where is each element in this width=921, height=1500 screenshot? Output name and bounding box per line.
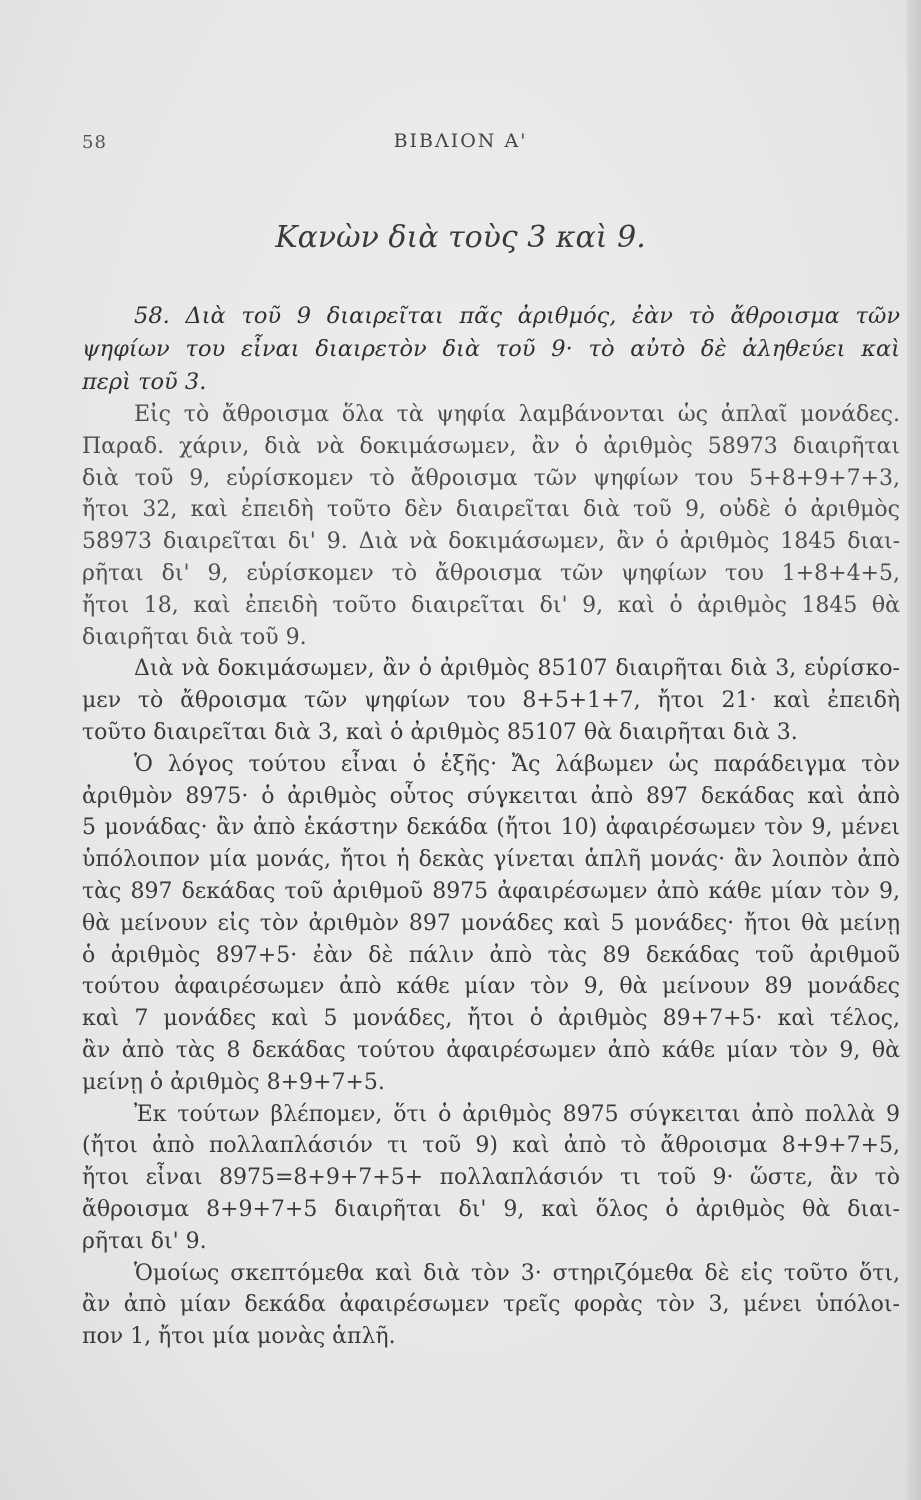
paragraph-line: (ἤτοι ἀπὸ πολλαπλάσιόν τι τοῦ 9) καὶ ἀπὸ τὸ ἄθροισμα 8+9+7+5, xyxy=(82,1133,900,1159)
paragraph-line: ἤτοι εἶναι 8975=8+9+7+5+ πολλαπλάσιόν τι τοῦ 9· ὥστε, ἂν τὸ xyxy=(82,1165,900,1191)
paragraph-line: Εἰς τὸ ἄθροισμα ὅλα τὰ ψηφία λαμβάνονται ὡς ἁπλαῖ μονάδες. xyxy=(134,402,900,427)
paragraph-line: ἄθροισμα 8+9+7+5 διαιρῆται δι' 9, καὶ ὅλος ὁ ἀριθμὸς θὰ διαι- xyxy=(82,1196,900,1222)
paragraph-line: ἂν ἀπὸ τὰς 8 δεκάδας τούτου ἀφαιρέσωμεν ἀπὸ κάθε μίαν τὸν 9, θὰ xyxy=(82,1037,900,1063)
running-head: ΒΙΒΛΙΟΝ Α' xyxy=(393,130,528,152)
paragraph-line: μείνῃ ὁ ἀριθμὸς 8+9+7+5. xyxy=(82,1069,385,1095)
paragraph-line: ρῆται δι' 9, εὑρίσκομεν τὸ ἄθροισμα τῶν ψηφίων του 1+8+4+5, xyxy=(82,560,900,586)
paragraph-line: Ἐκ τούτων βλέπομεν, ὅτι ὁ ἀριθμὸς 8975 σύγκειται ἀπὸ πολλὰ 9 xyxy=(134,1101,900,1127)
rule-line: περὶ τοῦ 3. xyxy=(82,369,207,395)
body-text xyxy=(82,300,900,1353)
paragraph-line: διὰ τοῦ 9, εὑρίσκομεν τὸ ἄθροισμα τῶν ψηφίων του 5+8+9+7+3, xyxy=(82,465,900,491)
paragraph-line: θὰ μείνουν εἰς τὸν ἀριθμὸν 897 μονάδες καὶ 5 μονάδες· ἤτοι θὰ μείνῃ xyxy=(82,910,900,936)
paragraph-line: ρῆται δι' 9. xyxy=(82,1228,207,1254)
paragraph-line: Ὁμοίως σκεπτόμεθα καὶ διὰ τὸν 3· στηριζόμεθα δὲ εἰς τοῦτο ὅτι, xyxy=(134,1260,900,1286)
paragraph-line: ἤτοι 18, καὶ ἐπειδὴ τοῦτο διαιρεῖται δι' 9, καὶ ὁ ἀριθμὸς 1845 θὰ xyxy=(82,592,900,618)
paragraph-line: τούτου ἀφαιρέσωμεν ἀπὸ κάθε μίαν τὸν 9, θὰ μείνουν 89 μονάδες xyxy=(82,974,900,1000)
paragraph-line: ἀριθμὸν 8975· ὁ ἀριθμὸς οὗτος σύγκειται ἀπὸ 897 δεκάδας καὶ ἀπὸ xyxy=(82,783,900,809)
paragraph-line: ὑπόλοιπον μία μονάς, ἤτοι ἡ δεκὰς γίνεται ἁπλῆ μονάς· ἂν λοιπὸν ἀπὸ xyxy=(82,847,900,873)
paragraph-line: πον 1, ἤτοι μία μονὰς ἁπλῆ. xyxy=(82,1324,396,1350)
paragraph-line: μεν τὸ ἄθροισμα τῶν ψηφίων του 8+5+1+7, ἤτοι 21· καὶ ἐπειδὴ xyxy=(82,688,900,714)
paragraph-line: Ὁ λόγος τούτου εἶναι ὁ ἑξῆς· Ἄς λάβωμεν ὡς παράδειγμα τὸν xyxy=(134,751,900,777)
rule-line: ψηφίων του εἶναι διαιρετὸν διὰ τοῦ 9· τὸ αὐτὸ δὲ ἀληθεύει καὶ xyxy=(82,336,900,362)
paragraph-line: Παραδ. χάριν, διὰ νὰ δοκιμάσωμεν, ἂν ὁ ἀριθμὸς 58973 διαιρῆται xyxy=(82,433,900,459)
section-title: Κανὼν διὰ τοὺς 3 καὶ 9. xyxy=(275,220,646,255)
paragraph-line: 5 μονάδας· ἂν ἀπὸ ἑκάστην δεκάδα (ἤτοι 10) ἀφαιρέσωμεν τὸν 9, μένει xyxy=(82,815,900,841)
page-number: 58 xyxy=(82,132,107,153)
paragraph-line: διαιρῆται διὰ τοῦ 9. xyxy=(82,624,307,650)
paragraph-line: καὶ 7 μονάδες καὶ 5 μονάδες, ἤτοι ὁ ἀριθμὸς 89+7+5· καὶ τέλος, xyxy=(82,1006,900,1032)
paragraph-line: 58973 διαιρεῖται δι' 9. Διὰ νὰ δοκιμάσωμεν, ἂν ὁ ἀριθμὸς 1845 διαι- xyxy=(82,529,900,555)
paragraph-line: ὁ ἀριθμὸς 897+5· ἐὰν δὲ πάλιν ἀπὸ τὰς 89 δεκάδας τοῦ ἀριθμοῦ xyxy=(82,942,900,968)
paragraph-line: Διὰ νὰ δοκιμάσωμεν, ἂν ὁ ἀριθμὸς 85107 διαιρῆται διὰ 3, εὑρίσκο- xyxy=(134,656,900,682)
paragraph-line: τοῦτο διαιρεῖται διὰ 3, καὶ ὁ ἀριθμὸς 85107 θὰ διαιρῆται διὰ 3. xyxy=(82,719,798,745)
paragraph-line: ἂν ἀπὸ μίαν δεκάδα ἀφαιρέσωμεν τρεῖς φορὰς τὸν 3, μένει ὑπόλοι- xyxy=(82,1292,900,1318)
paragraph-line: τὰς 897 δεκάδας τοῦ ἀριθμοῦ 8975 ἀφαιρέσωμεν ἀπὸ κάθε μίαν τὸν 9, xyxy=(82,878,900,904)
paragraph-line: ἤτοι 32, καὶ ἐπειδὴ τοῦτο δὲν διαιρεῖται διὰ τοῦ 9, οὐδὲ ὁ ἀριθμὸς xyxy=(82,497,900,523)
rule-line: 58. Διὰ τοῦ 9 διαιρεῖται πᾶς ἀριθμός, ἐὰν τὸ ἄθροισμα τῶν xyxy=(134,303,900,329)
